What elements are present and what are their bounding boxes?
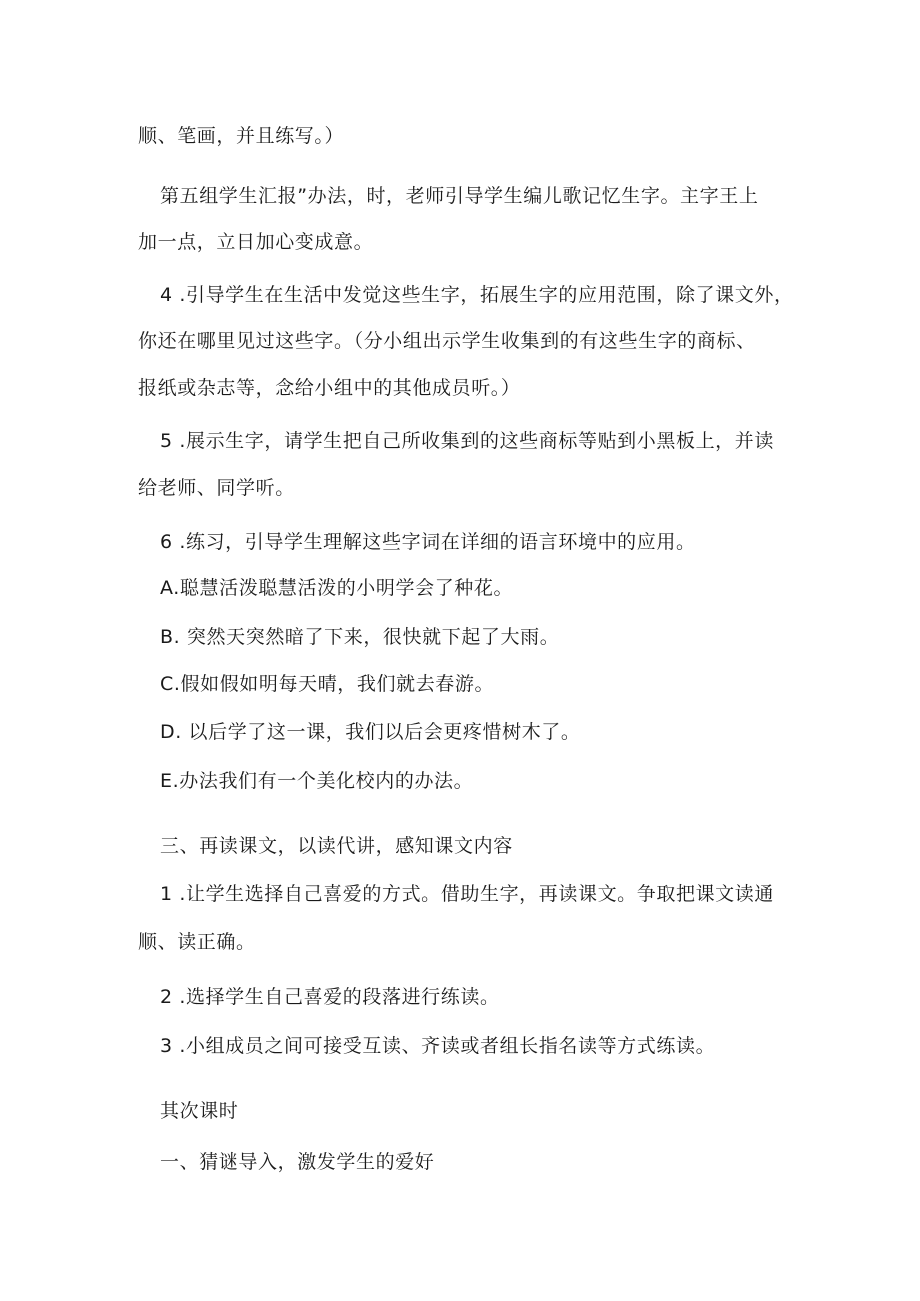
section-heading: 一、猜谜导入，激发学生的爱好 xyxy=(160,1151,435,1173)
text-line: 3 .小组成员之间可接受互读、齐读或者组长指名读等方式练读。 xyxy=(160,1035,716,1057)
section-heading: 其次课时 xyxy=(160,1100,239,1122)
text-line: 顺、读正确。 xyxy=(138,931,256,953)
text-line: E.办法我们有一个美化校内的办法。 xyxy=(160,770,474,792)
text-line: 2 .选择学生自己喜爱的段落进行练读。 xyxy=(160,986,500,1008)
text-line: 1 .让学生选择自己喜爱的方式。借助生字，再读课文。争取把课文读通 xyxy=(160,883,774,905)
text-line: C.假如假如明每天晴，我们就去春游。 xyxy=(160,673,495,695)
text-line: B. 突然天突然暗了下来，很快就下起了大雨。 xyxy=(160,626,560,648)
section-heading: 三、再读课文，以读代讲，感知课文内容 xyxy=(160,835,513,857)
text-line: 5 .展示生字，请学生把自己所收集到的这些商标等贴到小黑板上，并读 xyxy=(160,430,774,452)
text-line: 6 .练习，引导学生理解这些字词在详细的语言环境中的应用。 xyxy=(160,531,696,553)
text-line: 4 .引导学生在生活中发觉这些生字，拓展生字的应用范围，除了课文外， xyxy=(160,284,794,306)
text-line: 顺、笔画，并且练写。） xyxy=(138,125,345,147)
text-line: 你还在哪里见过这些字。（分小组出示学生收集到的有这些生字的商标、 xyxy=(138,330,756,352)
text-line: 报纸或杂志等，念给小组中的其他成员听。） xyxy=(138,377,521,399)
text-line: 第五组学生汇报”办法，时，老师引导学生编儿歌记忆生字。主字王上 xyxy=(160,185,759,207)
text-line: 加一点，立日加心变成意。 xyxy=(138,231,374,253)
text-line: A.聪慧活泼聪慧活泼的小明学会了种花。 xyxy=(160,577,514,599)
text-line: D. 以后学了这一课，我们以后会更疼惜树木了。 xyxy=(160,721,581,743)
text-line: 给老师、同学听。 xyxy=(138,477,295,499)
